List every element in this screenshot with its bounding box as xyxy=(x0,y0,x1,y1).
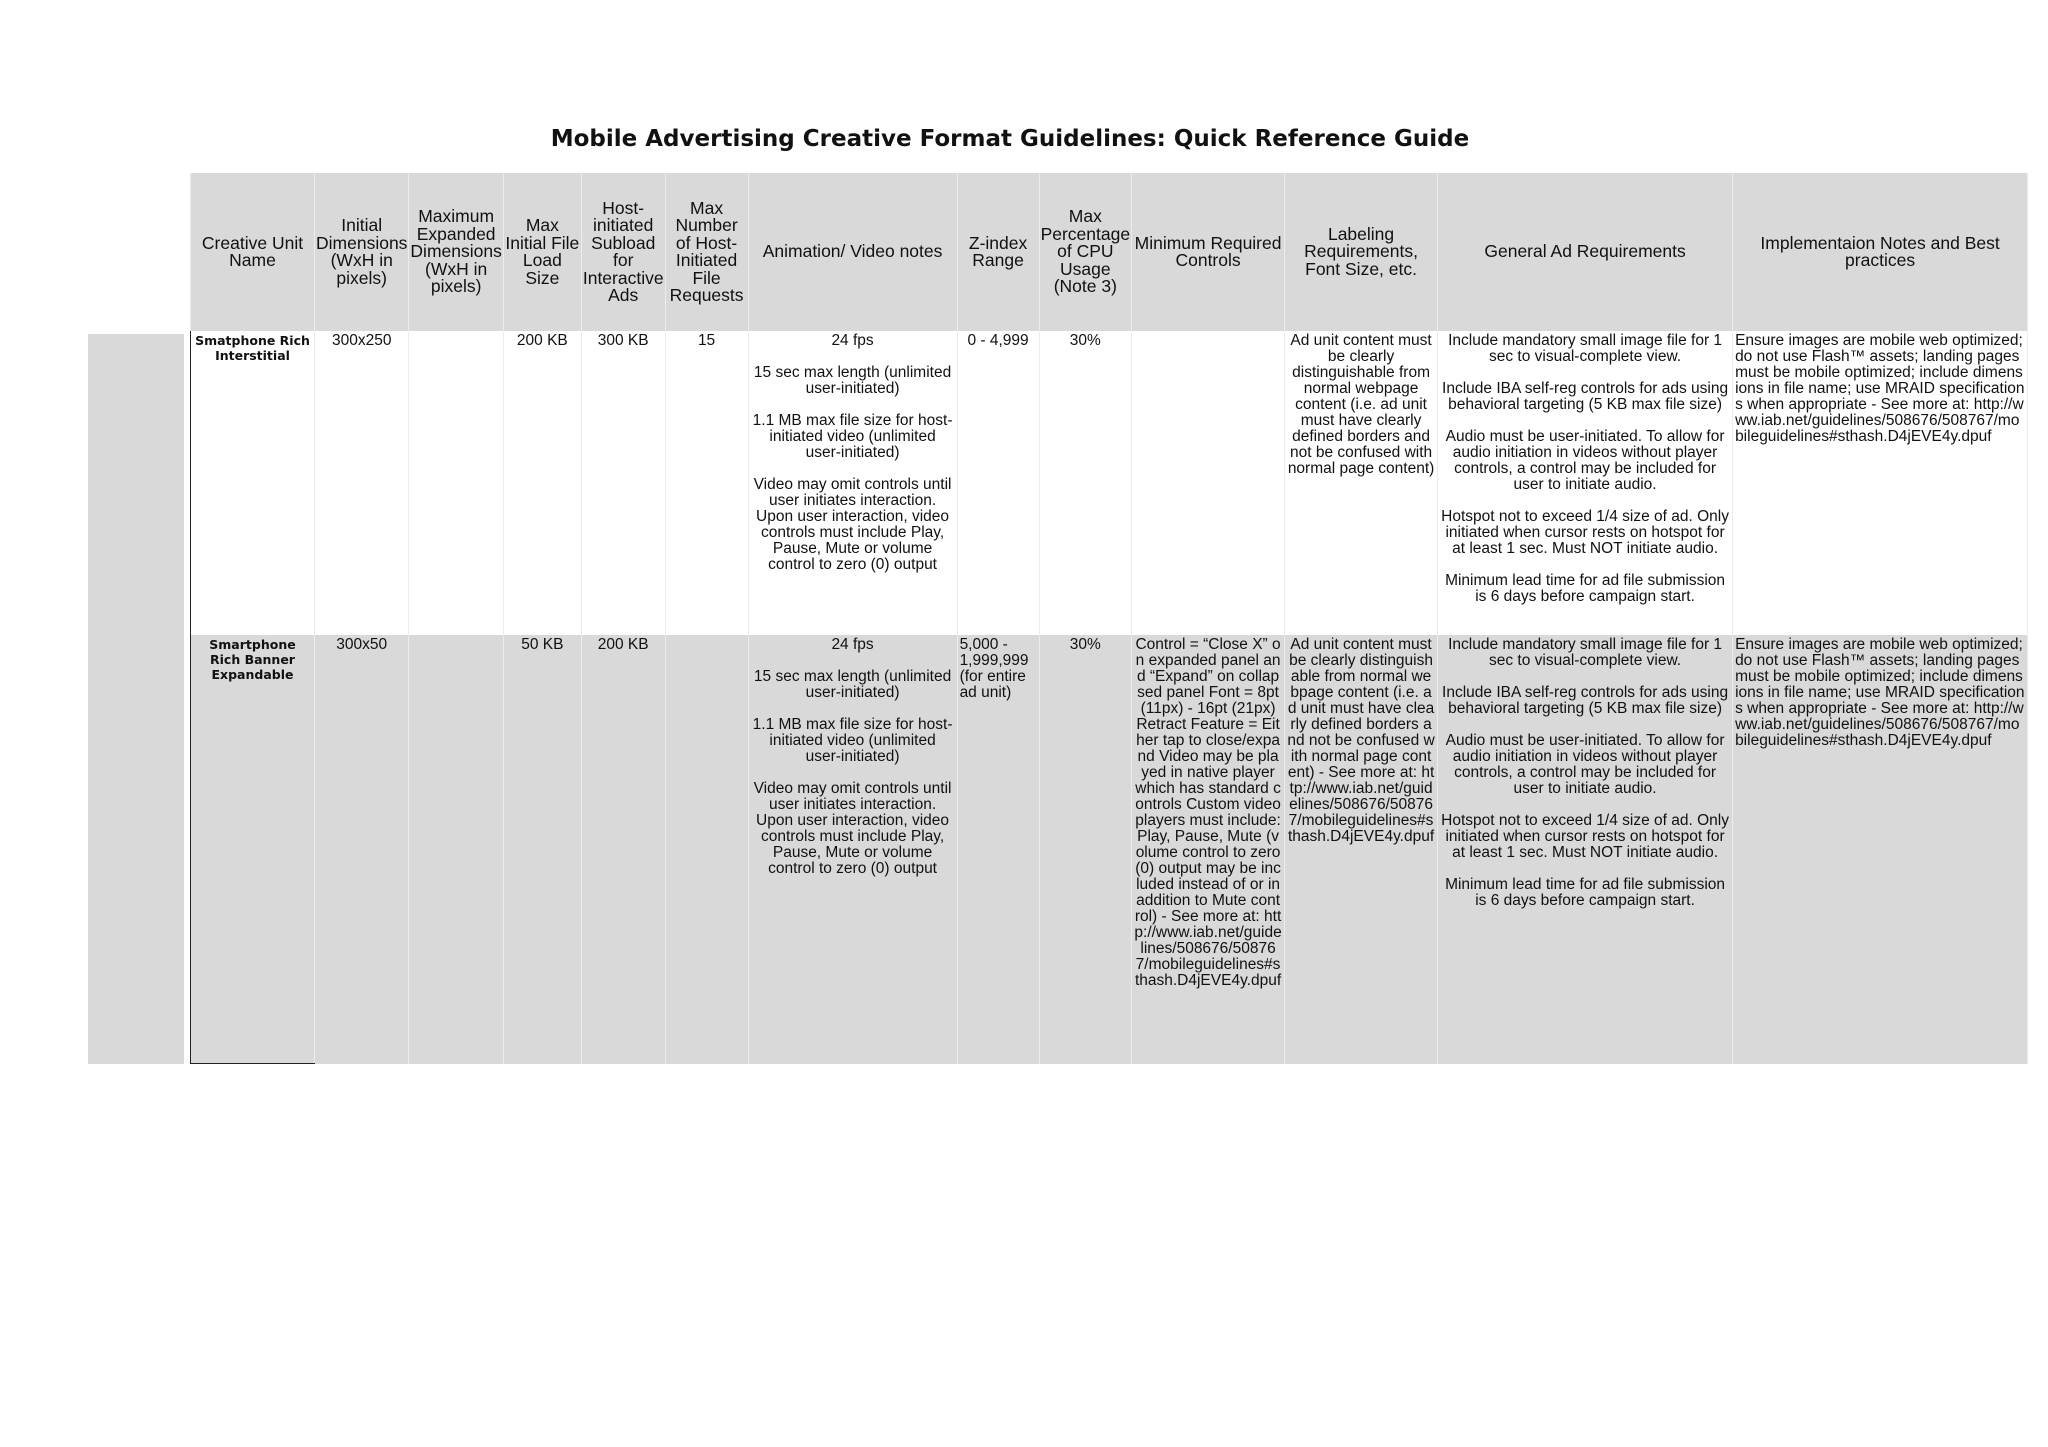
general-requirement: Hotspot not to exceed 1/4 size of ad. Only initiated when cursor rests on hotspot for at least 1 sec. Must NOT initiate audio. xyxy=(1441,812,1729,861)
page-title: Mobile Advertising Creative Format Guidelines: Quick Reference Guide xyxy=(550,126,1470,152)
cpu-usage: 30% xyxy=(1039,635,1132,1064)
general-requirement: Include IBA self-reg controls for ads using behavioral targeting (5 KB max file size) xyxy=(1442,684,1729,717)
column-header: Max Initial File Load Size xyxy=(503,173,581,331)
host-subload: 300 KB xyxy=(581,331,665,635)
file-requests: 15 xyxy=(665,331,748,635)
guidelines-table xyxy=(190,173,2028,1064)
required-controls: Control = “Close X” on expanded panel and “Expand” on collapsed panel Font = 8pt (11px) - 16pt (21px) Retract Feature = Either tap to close/expand Video may be played in native player which has standard controls Custom video players must include: Play, Pause, Mute (volume control to zero (0) output may be included instead of or in addition to Mute control) - See more at: http://www.iab.net/guidelines/508676/508767/mobileguidelines#sthash.D4jEVE4y.dpuf xyxy=(1132,635,1285,1064)
column-header: Host-initiated Subload for Interactive Ads xyxy=(581,173,665,331)
column-header: Creative Unit Name xyxy=(191,173,315,331)
column-header: Animation/ Video notes xyxy=(748,173,957,331)
general-requirements xyxy=(1438,331,1733,635)
animation-note: Video may omit controls until user initiates interaction. Upon user interaction, video controls must include Play, Pause, Mute or volume control to zero (0) output xyxy=(753,780,952,877)
column-header: Maximum Expanded Dimensions (WxH in pixels) xyxy=(409,173,503,331)
zindex-range: 0 - 4,999 xyxy=(957,331,1039,635)
column-header: Z-index Range xyxy=(957,173,1039,331)
general-requirement: Audio must be user-initiated. To allow for audio initiation in videos without player controls, a control may be included for user to initiate audio. xyxy=(1445,732,1725,797)
general-requirements xyxy=(1438,635,1733,1064)
host-subload: 200 KB xyxy=(581,635,665,1064)
animation-notes xyxy=(748,635,957,1064)
general-requirement: Minimum lead time for ad file submission is 6 days before campaign start. xyxy=(1445,572,1726,605)
animation-note: Video may omit controls until user initiates interaction. Upon user interaction, video controls must include Play, Pause, Mute or volume control to zero (0) output xyxy=(753,476,952,573)
animation-note: 1.1 MB max file size for host-initiated video (unlimited user-initiated) xyxy=(752,412,953,461)
column-header: Max Number of Host-Initiated File Requests xyxy=(665,173,748,331)
general-requirement: Minimum lead time for ad file submission is 6 days before campaign start. xyxy=(1445,876,1726,909)
table-row xyxy=(191,331,2028,635)
row-header-gutter xyxy=(88,334,184,1064)
animation-note: 24 fps xyxy=(831,636,874,653)
animation-note: 15 sec max length (unlimited user-initiated) xyxy=(753,668,952,701)
max-file-load: 50 KB xyxy=(503,635,581,1064)
zindex-range: 5,000 - 1,999,999 (for entire ad unit) xyxy=(957,635,1039,1064)
animation-notes xyxy=(748,331,957,635)
labeling-requirements: Ad unit content must be clearly distinguishable from normal webpage content (i.e. ad unit must have clearly defined borders and not be confused with normal page content) - See more at: http://www.iab.net/guidelines/508676/508767/mobileguidelines#sthash.D4jEVE4y.dpuf xyxy=(1285,635,1438,1064)
general-requirement: Audio must be user-initiated. To allow for audio initiation in videos without player controls, a control may be included for user to initiate audio. xyxy=(1445,428,1725,493)
initial-dimensions: 300x250 xyxy=(315,331,409,635)
initial-dimensions: 300x50 xyxy=(315,635,409,1064)
column-header: Labeling Requirements, Font Size, etc. xyxy=(1285,173,1438,331)
column-header: Implementaion Notes and Best practices xyxy=(1733,173,2028,331)
general-requirement: Include mandatory small image file for 1 sec to visual-complete view. xyxy=(1448,636,1723,669)
file-requests xyxy=(665,635,748,1064)
animation-note: 15 sec max length (unlimited user-initiated) xyxy=(753,364,952,397)
implementation-notes: Ensure images are mobile web optimized; do not use Flash™ assets; landing pages must be mobile optimized; include dimensions in file name; use MRAID specifications when appropriate - See more at: http://www.iab.net/guidelines/508676/508767/mobileguidelines#sthash.D4jEVE4y.dpuf xyxy=(1733,331,2028,635)
max-expanded-dimensions xyxy=(409,331,503,635)
required-controls xyxy=(1132,331,1285,635)
implementation-notes: Ensure images are mobile web optimized; do not use Flash™ assets; landing pages must be mobile optimized; include dimensions in file name; use MRAID specifications when appropriate - See more at: http://www.iab.net/guidelines/508676/508767/mobileguidelines#sthash.D4jEVE4y.dpuf xyxy=(1733,635,2028,1064)
creative-unit-name: Smatphone Rich Interstitial xyxy=(191,331,315,635)
column-header: General Ad Requirements xyxy=(1438,173,1733,331)
general-requirement: Include mandatory small image file for 1 sec to visual-complete view. xyxy=(1448,332,1723,365)
general-requirement: Include IBA self-reg controls for ads using behavioral targeting (5 KB max file size) xyxy=(1442,380,1729,413)
animation-note: 1.1 MB max file size for host-initiated video (unlimited user-initiated) xyxy=(752,716,953,765)
general-requirement: Hotspot not to exceed 1/4 size of ad. Only initiated when cursor rests on hotspot for at least 1 sec. Must NOT initiate audio. xyxy=(1441,508,1729,557)
column-header: Minimum Required Controls xyxy=(1132,173,1285,331)
creative-unit-name: Smartphone Rich Banner Expandable xyxy=(191,635,315,1064)
header-row xyxy=(191,173,2028,331)
table-row xyxy=(191,635,2028,1064)
max-expanded-dimensions xyxy=(409,635,503,1064)
max-file-load: 200 KB xyxy=(503,331,581,635)
labeling-requirements: Ad unit content must be clearly distinguishable from normal webpage content (i.e. ad unit must have clearly defined borders and not be confused with normal page content) xyxy=(1285,331,1438,635)
column-header: Max Percentage of CPU Usage (Note 3) xyxy=(1039,173,1132,331)
cpu-usage: 30% xyxy=(1039,331,1132,635)
animation-note: 24 fps xyxy=(831,332,874,349)
column-header: Initial Dimensions (WxH in pixels) xyxy=(315,173,409,331)
